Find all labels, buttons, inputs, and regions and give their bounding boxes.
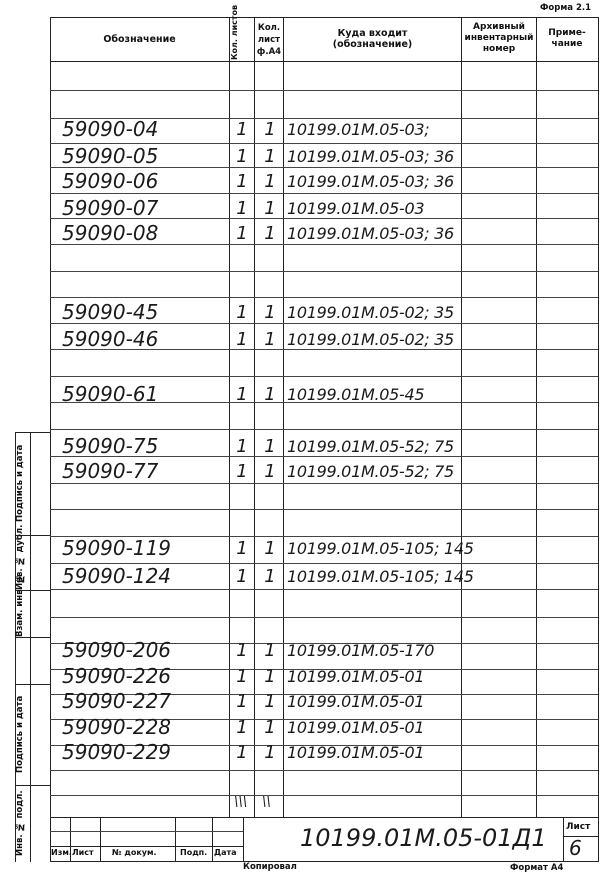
row-sheets-count: 1 bbox=[236, 146, 248, 167]
row-designation: 59090-45 bbox=[62, 300, 159, 324]
row-sheets-count: 1 bbox=[236, 329, 248, 350]
row-where-used: 10199.01М.05-105; 145 bbox=[287, 567, 474, 586]
header-where-used: Куда входит (обозначение) bbox=[332, 28, 413, 50]
row-where-used: 10199.01М.05-01 bbox=[287, 667, 425, 686]
copied-label: Копировал bbox=[243, 862, 297, 872]
row-designation: 59090-229 bbox=[62, 740, 172, 764]
row-designation: 59090-61 bbox=[62, 382, 159, 406]
row-a4-count: 1 bbox=[264, 171, 276, 192]
row-sheets-count: 1 bbox=[236, 119, 248, 140]
row-where-used: 10199.01М.05-01 bbox=[287, 718, 425, 737]
sheet-label: Лист bbox=[566, 822, 591, 832]
col-change: Изм. bbox=[51, 848, 72, 857]
row-a4-count: 1 bbox=[264, 384, 276, 405]
row-where-used: 10199.01М.05-03; bbox=[287, 120, 430, 139]
row-a4-count: 1 bbox=[264, 566, 276, 587]
row-sheets-count: 1 bbox=[236, 640, 248, 661]
row-sheets-count: 1 bbox=[236, 171, 248, 192]
header-designation: Обозначение bbox=[103, 34, 176, 45]
row-where-used: 10199.01М.05-01 bbox=[287, 743, 425, 762]
row-designation: 59090-206 bbox=[62, 638, 172, 662]
col-sign: Подп. bbox=[180, 848, 208, 857]
row-a4-count: 1 bbox=[264, 223, 276, 244]
row-a4-count: 1 bbox=[264, 717, 276, 738]
row-designation: 59090-05 bbox=[62, 144, 159, 168]
row-where-used: 10199.01М.05-02; 35 bbox=[287, 303, 454, 322]
row-sheets-count: 1 bbox=[236, 538, 248, 559]
row-a4-count: 1 bbox=[264, 146, 276, 167]
row-a4-count: 1 bbox=[264, 691, 276, 712]
total-a4-mark: \\ bbox=[262, 795, 271, 810]
row-where-used: 10199.01М.05-52; 75 bbox=[287, 437, 454, 456]
row-where-used: 10199.01М.05-52; 75 bbox=[287, 462, 454, 481]
row-sheets-count: 1 bbox=[236, 461, 248, 482]
row-a4-count: 1 bbox=[264, 302, 276, 323]
row-a4-count: 1 bbox=[264, 436, 276, 457]
side-label-replace-inv: Взам. инв. № bbox=[15, 573, 25, 637]
row-designation: 59090-227 bbox=[62, 689, 172, 713]
row-where-used: 10199.01М.05-45 bbox=[287, 385, 425, 404]
row-a4-count: 1 bbox=[264, 538, 276, 559]
row-a4-count: 1 bbox=[264, 198, 276, 219]
row-where-used: 10199.01М.05-02; 35 bbox=[287, 330, 454, 349]
row-designation: 59090-07 bbox=[62, 196, 159, 220]
row-sheets-count: 1 bbox=[236, 384, 248, 405]
row-sheets-count: 1 bbox=[236, 302, 248, 323]
row-a4-count: 1 bbox=[264, 119, 276, 140]
row-designation: 59090-226 bbox=[62, 664, 172, 688]
row-where-used: 10199.01М.05-03; 36 bbox=[287, 224, 454, 243]
row-a4-count: 1 bbox=[264, 742, 276, 763]
header-sheets-count: Кол. листов bbox=[230, 4, 239, 60]
side-label-sign-date-2: Подпись и дата bbox=[15, 695, 25, 774]
row-a4-count: 1 bbox=[264, 666, 276, 687]
row-designation: 59090-124 bbox=[62, 564, 172, 588]
col-date: Дата bbox=[214, 848, 237, 857]
row-sheets-count: 1 bbox=[236, 666, 248, 687]
row-a4-count: 1 bbox=[264, 461, 276, 482]
row-where-used: 10199.01М.05-03; 36 bbox=[287, 147, 454, 166]
header-archive-no: Архивный инвентарный номер bbox=[464, 22, 534, 54]
side-label-inv-orig: Инв. № подл. bbox=[15, 790, 25, 857]
row-designation: 59090-06 bbox=[62, 169, 159, 193]
row-sheets-count: 1 bbox=[236, 436, 248, 457]
row-designation: 59090-04 bbox=[62, 117, 159, 141]
row-designation: 59090-46 bbox=[62, 327, 159, 351]
header-note: Приме- чание bbox=[548, 28, 586, 49]
row-sheets-count: 1 bbox=[236, 742, 248, 763]
total-sheets-mark: \\\ bbox=[234, 795, 248, 810]
side-label-sign-date-1: Подпись и дата bbox=[15, 444, 25, 523]
row-where-used: 10199.01М.05-03 bbox=[287, 199, 425, 218]
format-label: Формат А4 bbox=[510, 863, 564, 873]
row-designation: 59090-228 bbox=[62, 715, 172, 739]
col-sheet: Лист bbox=[72, 848, 94, 857]
row-designation: 59090-119 bbox=[62, 536, 172, 560]
row-sheets-count: 1 bbox=[236, 223, 248, 244]
row-a4-count: 1 bbox=[264, 329, 276, 350]
side-label-inv-dup: Инв. № дубл. bbox=[15, 524, 25, 590]
row-where-used: 10199.01М.05-170 bbox=[287, 641, 435, 660]
form-label: Форма 2.1 bbox=[540, 3, 592, 13]
row-where-used: 10199.01М.05-01 bbox=[287, 692, 425, 711]
row-designation: 59090-77 bbox=[62, 459, 159, 483]
row-designation: 59090-08 bbox=[62, 221, 159, 245]
row-where-used: 10199.01М.05-03; 36 bbox=[287, 172, 454, 191]
sheet-number: 6 bbox=[569, 836, 582, 860]
col-doc: № докум. bbox=[112, 848, 157, 857]
row-where-used: 10199.01М.05-105; 145 bbox=[287, 539, 474, 558]
header-a4-count: Кол. лист ф.А4 bbox=[256, 23, 282, 57]
row-a4-count: 1 bbox=[264, 640, 276, 661]
row-sheets-count: 1 bbox=[236, 198, 248, 219]
row-sheets-count: 1 bbox=[236, 566, 248, 587]
row-sheets-count: 1 bbox=[236, 691, 248, 712]
row-designation: 59090-75 bbox=[62, 434, 159, 458]
row-sheets-count: 1 bbox=[236, 717, 248, 738]
document-number: 10199.01М.05-01Д1 bbox=[300, 824, 547, 852]
